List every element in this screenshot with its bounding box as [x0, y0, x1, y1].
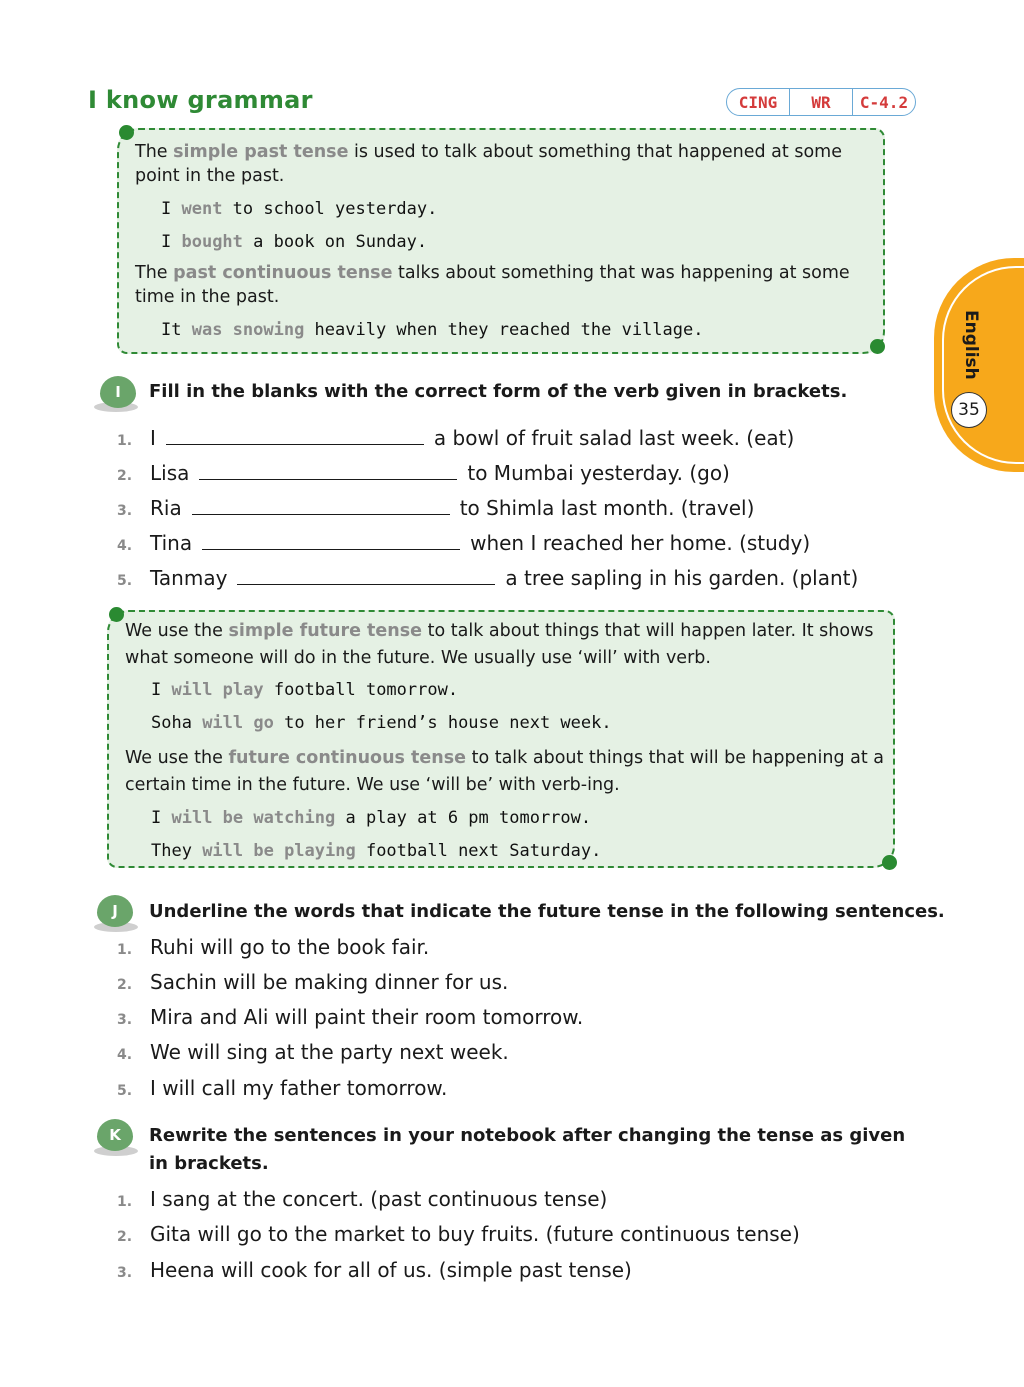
list-item: 3. Heena will cook for all of us. (simple past tense) — [117, 1258, 632, 1282]
exercise-badge-j: J — [97, 895, 133, 927]
exercise-badge-k: K — [97, 1119, 133, 1151]
exercise-k-instruction: Rewrite the sentences in your notebook after changing the tense as given in brackets. — [149, 1125, 906, 1174]
list-item: 4. We will sing at the party next week. — [117, 1040, 509, 1064]
past-continuous-definition: The past continuous tense talks about something that was happening at some time in the past. — [135, 263, 850, 307]
answer-blank[interactable] — [199, 462, 457, 480]
list-item: 5. Tanmay a tree sapling in his garden. (plant) — [117, 566, 859, 590]
box-corner-dot — [882, 855, 897, 870]
box-corner-dot — [119, 125, 134, 140]
grammar-box-future — [107, 610, 895, 868]
list-item: 2. Lisa to Mumbai yesterday. (go) — [117, 461, 730, 485]
answer-blank[interactable] — [166, 427, 424, 445]
page-number: 35 — [951, 392, 987, 428]
box-corner-dot — [870, 339, 885, 354]
code-cing: CING — [727, 89, 790, 115]
list-item: 1. Ruhi will go to the book fair. — [117, 935, 430, 959]
example-went: I went to school yesterday. — [161, 199, 438, 219]
list-item: 5. I will call my father tomorrow. — [117, 1076, 448, 1100]
exercise-j-instruction: Underline the words that indicate the future tense in the following sentences. — [149, 901, 945, 922]
page-title: I know grammar — [88, 86, 313, 114]
skill-codes — [726, 88, 916, 116]
future-continuous-definition: We use the future continuous tense to talk about things that will be happening at a certain time in the future. We use ‘will be’ with verb-ing. — [125, 748, 885, 795]
past-simple-definition: The simple past tense is used to talk about something that happened at some point in the past. — [135, 142, 842, 186]
list-item: 3. Ria to Shimla last month. (travel) — [117, 496, 755, 520]
subject-label: English — [961, 310, 981, 380]
example-will-play: I will play football tomorrow. — [151, 680, 459, 700]
list-item: 2. Sachin will be making dinner for us. — [117, 970, 509, 994]
box-corner-dot — [109, 607, 124, 622]
list-item: 4. Tina when I reached her home. (study) — [117, 531, 811, 555]
example-will-be-watching: I will be watching a play at 6 pm tomorrow. — [151, 808, 592, 828]
example-was-snowing: It was snowing heavily when they reached the village. — [161, 320, 704, 340]
simple-future-definition: We use the simple future tense to talk about things that will happen later. It shows what someone will do in the future. We usually use ‘will’ with verb. — [125, 621, 874, 668]
grammar-box-past — [117, 128, 885, 354]
list-item: 2. Gita will go to the market to buy fruits. (future continuous tense) — [117, 1222, 800, 1246]
answer-blank[interactable] — [237, 567, 495, 585]
example-bought: I bought a book on Sunday. — [161, 232, 428, 252]
list-item: 1. I a bowl of fruit salad last week. (eat) — [117, 426, 795, 450]
list-item: 1. I sang at the concert. (past continuous tense) — [117, 1187, 608, 1211]
answer-blank[interactable] — [192, 497, 450, 515]
code-wr: WR — [790, 89, 853, 115]
list-item: 3. Mira and Ali will paint their room tomorrow. — [117, 1005, 584, 1029]
exercise-i-instruction: Fill in the blanks with the correct form of the verb given in brackets. — [149, 381, 848, 402]
exercise-badge-i: I — [100, 376, 136, 408]
code-c42: C-4.2 — [859, 92, 909, 112]
answer-blank[interactable] — [202, 532, 460, 550]
example-will-go: Soha will go to her friend’s house next week. — [151, 713, 612, 733]
example-will-be-playing: They will be playing football next Saturday. — [151, 841, 602, 861]
